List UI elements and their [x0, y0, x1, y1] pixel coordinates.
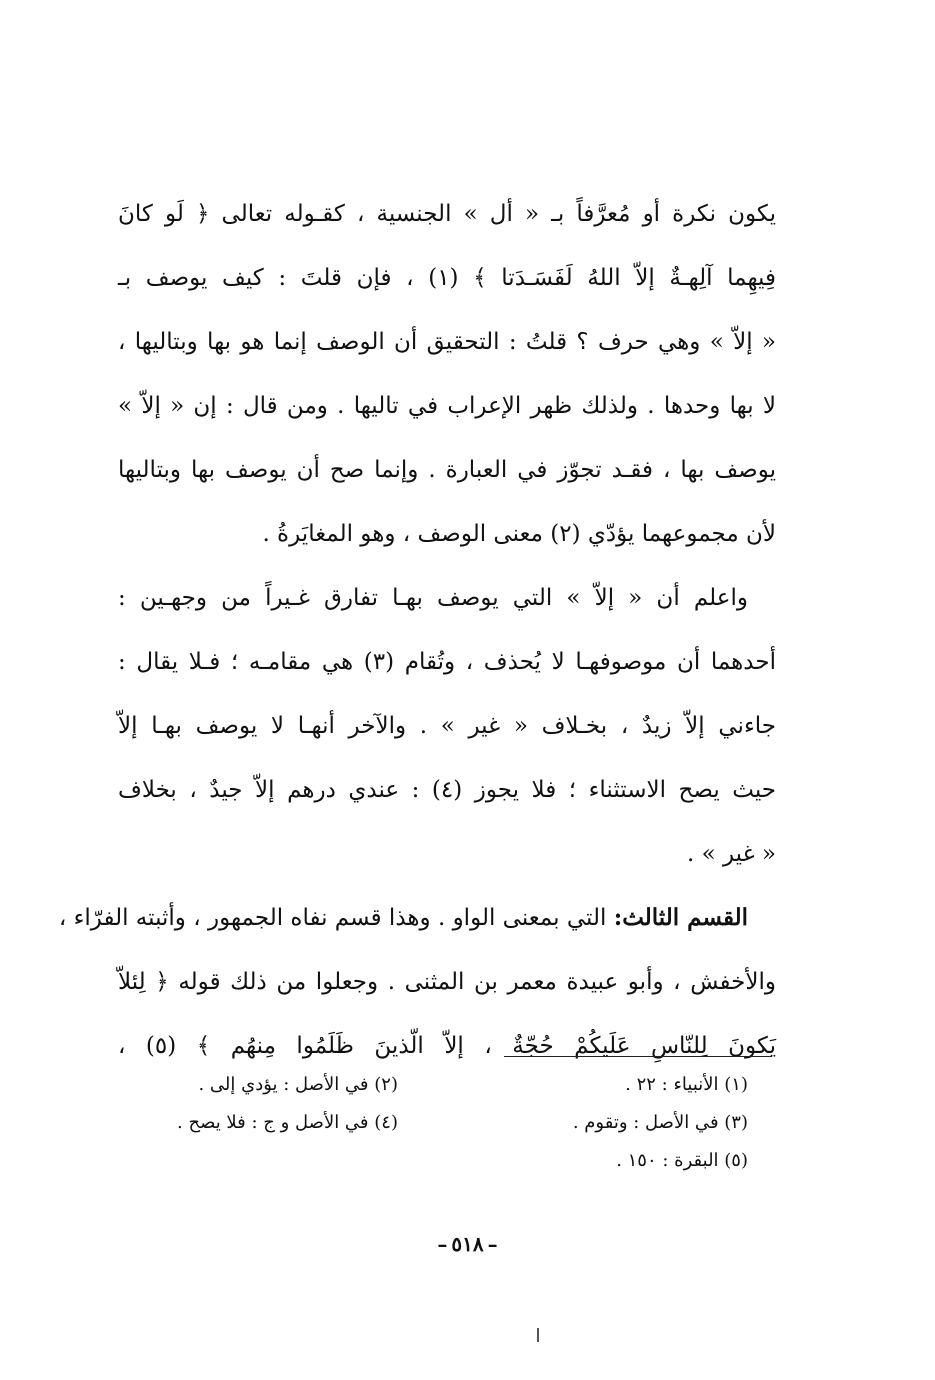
footnote-row — [128, 1142, 748, 1180]
text-line: فِيهِما آلِهـةٌ إلاّ اللهُ لَفَسَـدَتا ﴾ (١) ، فإن قلتَ : كيف يوصف بـ — [118, 265, 776, 291]
footnotes — [128, 1066, 748, 1180]
text-line: جاءني إلاّ زيدٌ ، بخـلاف « غير » . والآخر أنهـا لا يوصف بهـا إلاّ — [118, 713, 776, 739]
text-line: أحدهما أن موصوفهـا لا يُحذف ، وتُقام (٣) هي مقامـه ؛ فـلا يقال : — [118, 649, 776, 675]
text-line: يَكونَ لِلنّاسِ عَلَيكُمْ حُجّةٌ ، إلاّ الّذينَ ظَلَمُوا مِنهُم ﴾ (٥) ، — [118, 1033, 777, 1059]
footnote-divider — [504, 1056, 772, 1057]
footnote-row — [128, 1104, 748, 1142]
text-line: لأن مجموعهما يؤدّي (٢) معنى الوصف ، وهو المغايَرةُ . — [262, 521, 776, 547]
text-line: لا بها وحدها . ولذلك ظهر الإعراب في تاليها . ومن قال : إن « إلاّ » — [118, 393, 776, 419]
footnote: (٢) في الأصل : يؤدي إلى . — [198, 1074, 398, 1095]
text-line: والأخفش ، وأبو عبيدة معمر بن المثنى . وجعلوا من ذلك قوله ﴿ لِئلاّ — [118, 969, 776, 995]
text-line: يوصف بها ، فقـد تجوّز في العبارة . وإنما صح أن يوصف بها وبتاليها — [118, 457, 776, 483]
page-number-value: ٥١٨ — [451, 1232, 484, 1256]
dash-left: – — [487, 1232, 498, 1256]
scan-mark — [537, 1328, 539, 1342]
footnote: (٤) في الأصل و ج : فلا يصح . — [177, 1112, 398, 1133]
text-line: « إلاّ » وهي حرف ؟ قلتُ : التحقيق أن الوصف إنما هو بها وبتاليها ، — [118, 329, 776, 355]
footnote — [128, 1142, 398, 1180]
text-line: حيث يصح الاستثناء ؛ فلا يجوز (٤) : عندي درهم إلاّ جيدٌ ، بخلاف — [118, 777, 776, 803]
text-line: « غير » . — [686, 841, 776, 867]
section-heading-line — [58, 886, 776, 950]
section-heading: القسم الثالث: — [613, 904, 748, 931]
text-line: يكون نكرة أو مُعرَّفاً بـ « أل » الجنسية ، كقـوله تعالى ﴿ لَو كانَ — [118, 201, 776, 227]
footnote: (٣) في الأصل : وتقوم . — [572, 1112, 748, 1133]
dash-right: – — [437, 1232, 448, 1256]
text-line: واعلم أن « إلاّ » التي يوصف بهـا تفارق غـيراً من وجهـين : — [118, 585, 748, 611]
footnote: (١) الأنبياء : ٢٢ . — [625, 1074, 748, 1095]
section-heading-text: التي بمعنى الواو . وهذا قسم نفاه الجمهور ، وأثبته الفرّاء ، — [58, 905, 614, 931]
footnote-row — [128, 1066, 748, 1104]
page-number — [0, 1232, 935, 1256]
footnote: (٥) البقرة : ١٥٠ . — [616, 1150, 748, 1171]
main-text — [58, 182, 777, 1078]
